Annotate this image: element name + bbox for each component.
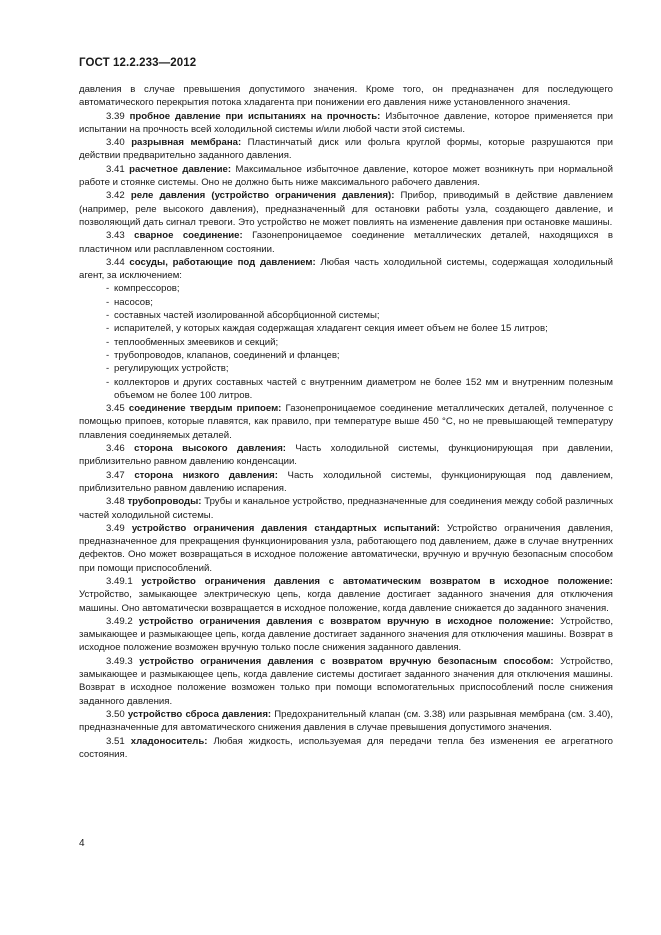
exclusion-text: насосов;: [114, 296, 153, 308]
dash-bullet: -: [106, 336, 110, 348]
standard-header: ГОСТ 12.2.233—2012: [79, 57, 197, 69]
definition-3-49: [79, 522, 613, 575]
definition-term: хладоноситель:: [130, 735, 208, 747]
definition-term: сосуды, работающие под давлением:: [129, 256, 316, 268]
definition-text: Избыточное давление, которое применяется при испытании на прочность всей холодильной системы и/или любой части этой системы.: [79, 110, 613, 135]
definition-term: соединение твердым припоем:: [128, 403, 282, 415]
definitions-part-2: [79, 402, 613, 761]
definition-term: разрывная мембрана:: [131, 137, 242, 149]
exclusion-item: [79, 336, 613, 349]
definition-number: 3.39: [106, 110, 125, 122]
definition-3-43: [79, 229, 613, 256]
definition-3-41: [79, 163, 613, 190]
definition-text: Любая жидкость, используемая для передачи тепла без изменения ее агрегатного состояния.: [79, 735, 614, 760]
exclusion-text: испарителей, у которых каждая содержащая хладагент секция имеет объем не более 15 литров;: [114, 323, 548, 335]
document-body: [79, 83, 613, 761]
definition-number: 3.40: [106, 137, 125, 149]
definition-number: 3.49.2: [106, 615, 133, 627]
exclusion-item: [79, 322, 613, 335]
definition-number: 3.46: [106, 443, 125, 455]
definition-term: трубопроводы:: [127, 496, 202, 508]
definition-3-51: [79, 735, 613, 762]
exclusion-item: [79, 296, 613, 309]
definition-3-48: [79, 495, 613, 522]
definition-number: 3.48: [106, 496, 125, 508]
exclusions-list: [79, 282, 613, 402]
definition-text: Часть холодильной системы, функционирующая под давлением, приблизительно равном давлению испарения.: [79, 469, 613, 494]
definition-text: Максимальное избыточное давление, которое может возникнуть при нормальной работе и стоянке системы. Оно не должно быть ниже максимального рабочего давления.: [79, 163, 614, 189]
exclusion-text: коллекторов и других составных частей с внутренним диаметром не более 152 мм и внутренним полезным объемом не более 100 литров.: [114, 376, 613, 401]
exclusion-item: [79, 282, 613, 295]
definition-3-49-2: [79, 615, 613, 655]
definition-term: устройство ограничения давления с возвратом вручную в исходное положение:: [138, 615, 554, 627]
page-number: 4: [79, 838, 85, 849]
definition-text: Газонепроницаемое соединение металлических деталей, находящихся в пластичном или расплавленном состоянии.: [79, 230, 613, 255]
definition-3-40: [79, 136, 613, 163]
dash-bullet: -: [106, 323, 110, 335]
definition-term: сварное соединение:: [134, 230, 243, 242]
exclusion-item: [79, 362, 613, 375]
definition-number: 3.49.3: [106, 655, 133, 667]
dash-bullet: -: [106, 363, 110, 375]
definition-3-39: [79, 110, 613, 137]
definition-text: Прибор, приводимый в действие давлением (например, реле высокого давления), предназначенный для остановки работы узла, создающего давление, и позволяющий дать сигнал тревоги. Это устройство не может повлиять на изменение давления при остановке машины.: [79, 190, 613, 228]
dash-bullet: -: [106, 310, 110, 322]
definition-term: устройство сброса давления:: [127, 708, 272, 720]
dash-bullet: -: [106, 376, 110, 388]
definition-number: 3.43: [106, 230, 125, 242]
definition-text: Предохранительный клапан (см. 3.38) или разрывная мембрана (см. 3.40), предназначенные для автоматического снижения давления в случае превышения допустимого значения.: [79, 708, 614, 734]
exclusion-text: регулирующих устройств;: [114, 363, 229, 375]
definition-term: сторона высокого давления:: [134, 443, 286, 455]
definition-text: Любая часть холодильной системы, содержащая холодильный агент, за исключением:: [79, 256, 613, 282]
definition-number: 3.51: [106, 735, 125, 747]
exclusion-item: [79, 309, 613, 322]
definition-term: сторона низкого давления:: [134, 469, 278, 481]
exclusion-item: [79, 376, 613, 403]
exclusion-text: составных частей изолированной абсорбционной системы;: [114, 310, 380, 322]
definition-term: реле давления (устройство ограничения давления):: [130, 190, 395, 202]
definition-term: устройство ограничения давления стандартных испытаний:: [131, 522, 440, 534]
definition-3-44: [79, 256, 613, 283]
exclusion-text: трубопроводов, клапанов, соединений и фланцев;: [114, 349, 340, 361]
definition-3-45: [79, 402, 613, 442]
definition-number: 3.50: [106, 708, 125, 720]
definition-number: 3.41: [106, 163, 125, 175]
definition-term: устройство ограничения давления с возвратом вручную безопасным способом:: [139, 655, 554, 667]
definition-term: пробное давление при испытаниях на прочность:: [129, 110, 381, 122]
dash-bullet: -: [106, 349, 110, 361]
dash-bullet: -: [106, 283, 110, 295]
definition-3-49-1: [79, 575, 613, 615]
definitions-part-1: [79, 110, 613, 283]
exclusion-text: теплообменных змеевиков и секций;: [114, 336, 279, 348]
definition-3-47: [79, 469, 613, 496]
exclusion-item: [79, 349, 613, 362]
definition-number: 3.45: [106, 403, 125, 415]
definition-text: Устройство, замыкающее электрическую цепь, когда давление достигает заданного значения для отключения машины. Оно автоматически возвращается в исходное положение, когда давление снижается до заданного значения.: [79, 589, 613, 614]
definition-number: 3.42: [106, 190, 125, 202]
intro-paragraph: давления в случае превышения допустимого значения. Кроме того, он предназначен для последующего автоматического перекрытия потока хладагента при понижении его давления ниже установленного значения.: [79, 84, 613, 109]
definition-term: устройство ограничения давления с автоматическим возвратом в исходное положение:: [141, 575, 613, 587]
definition-3-46: [79, 442, 613, 469]
definition-text: Газонепроницаемое соединение металлических деталей, полученное с помощью припоев, которые плавятся, как правило, при температуре выше 450 °С, но не превышающей температуру плавления соединяемых деталей.: [79, 403, 614, 441]
definition-term: расчетное давление:: [129, 163, 232, 175]
exclusion-text: компрессоров;: [114, 283, 180, 295]
definition-number: 3.49.1: [106, 575, 133, 587]
definition-3-42: [79, 189, 613, 229]
definition-number: 3.44: [106, 256, 125, 268]
definition-3-49-3: [79, 655, 613, 708]
dash-bullet: -: [106, 296, 110, 308]
definition-text: Трубы и канальное устройство, предназначенные для соединения между собой различных частей холодильной системы.: [79, 496, 613, 521]
definition-number: 3.47: [106, 469, 125, 481]
definition-text: Устройство, замыкающее и размыкающее цепь, когда давление системы достигает заданного значения для отключения машины. Возврат в исходное положение возможен только при помощи вспомогательных приспособлений после снижения заданного давления.: [79, 655, 614, 707]
definition-text: Часть холодильной системы, функционирующая при давлении, приблизительно равном давлению конденсации.: [79, 443, 613, 468]
definition-number: 3.49: [106, 522, 125, 534]
definition-text: Устройство, замыкающее и размыкающее цепь, когда давление достигает заданного значения для отключения машины. Возврат в исходное положение возможен вручную только после снижения заданного давления.: [79, 615, 613, 654]
definition-3-50: [79, 708, 613, 735]
definition-text: Устройство ограничения давления, предназначенное для прекращения функционирования узла, работающего под давлением, даже в случае внутренних дефектов. Оно может возвращаться в исходное положение автоматически, вручную и вручную безопасным способом при помощи приспособлений.: [79, 522, 613, 574]
definition-text: Пластинчатый диск или фольга круглой формы, которые разрушаются при действии предварительно заданного давления.: [79, 137, 613, 162]
